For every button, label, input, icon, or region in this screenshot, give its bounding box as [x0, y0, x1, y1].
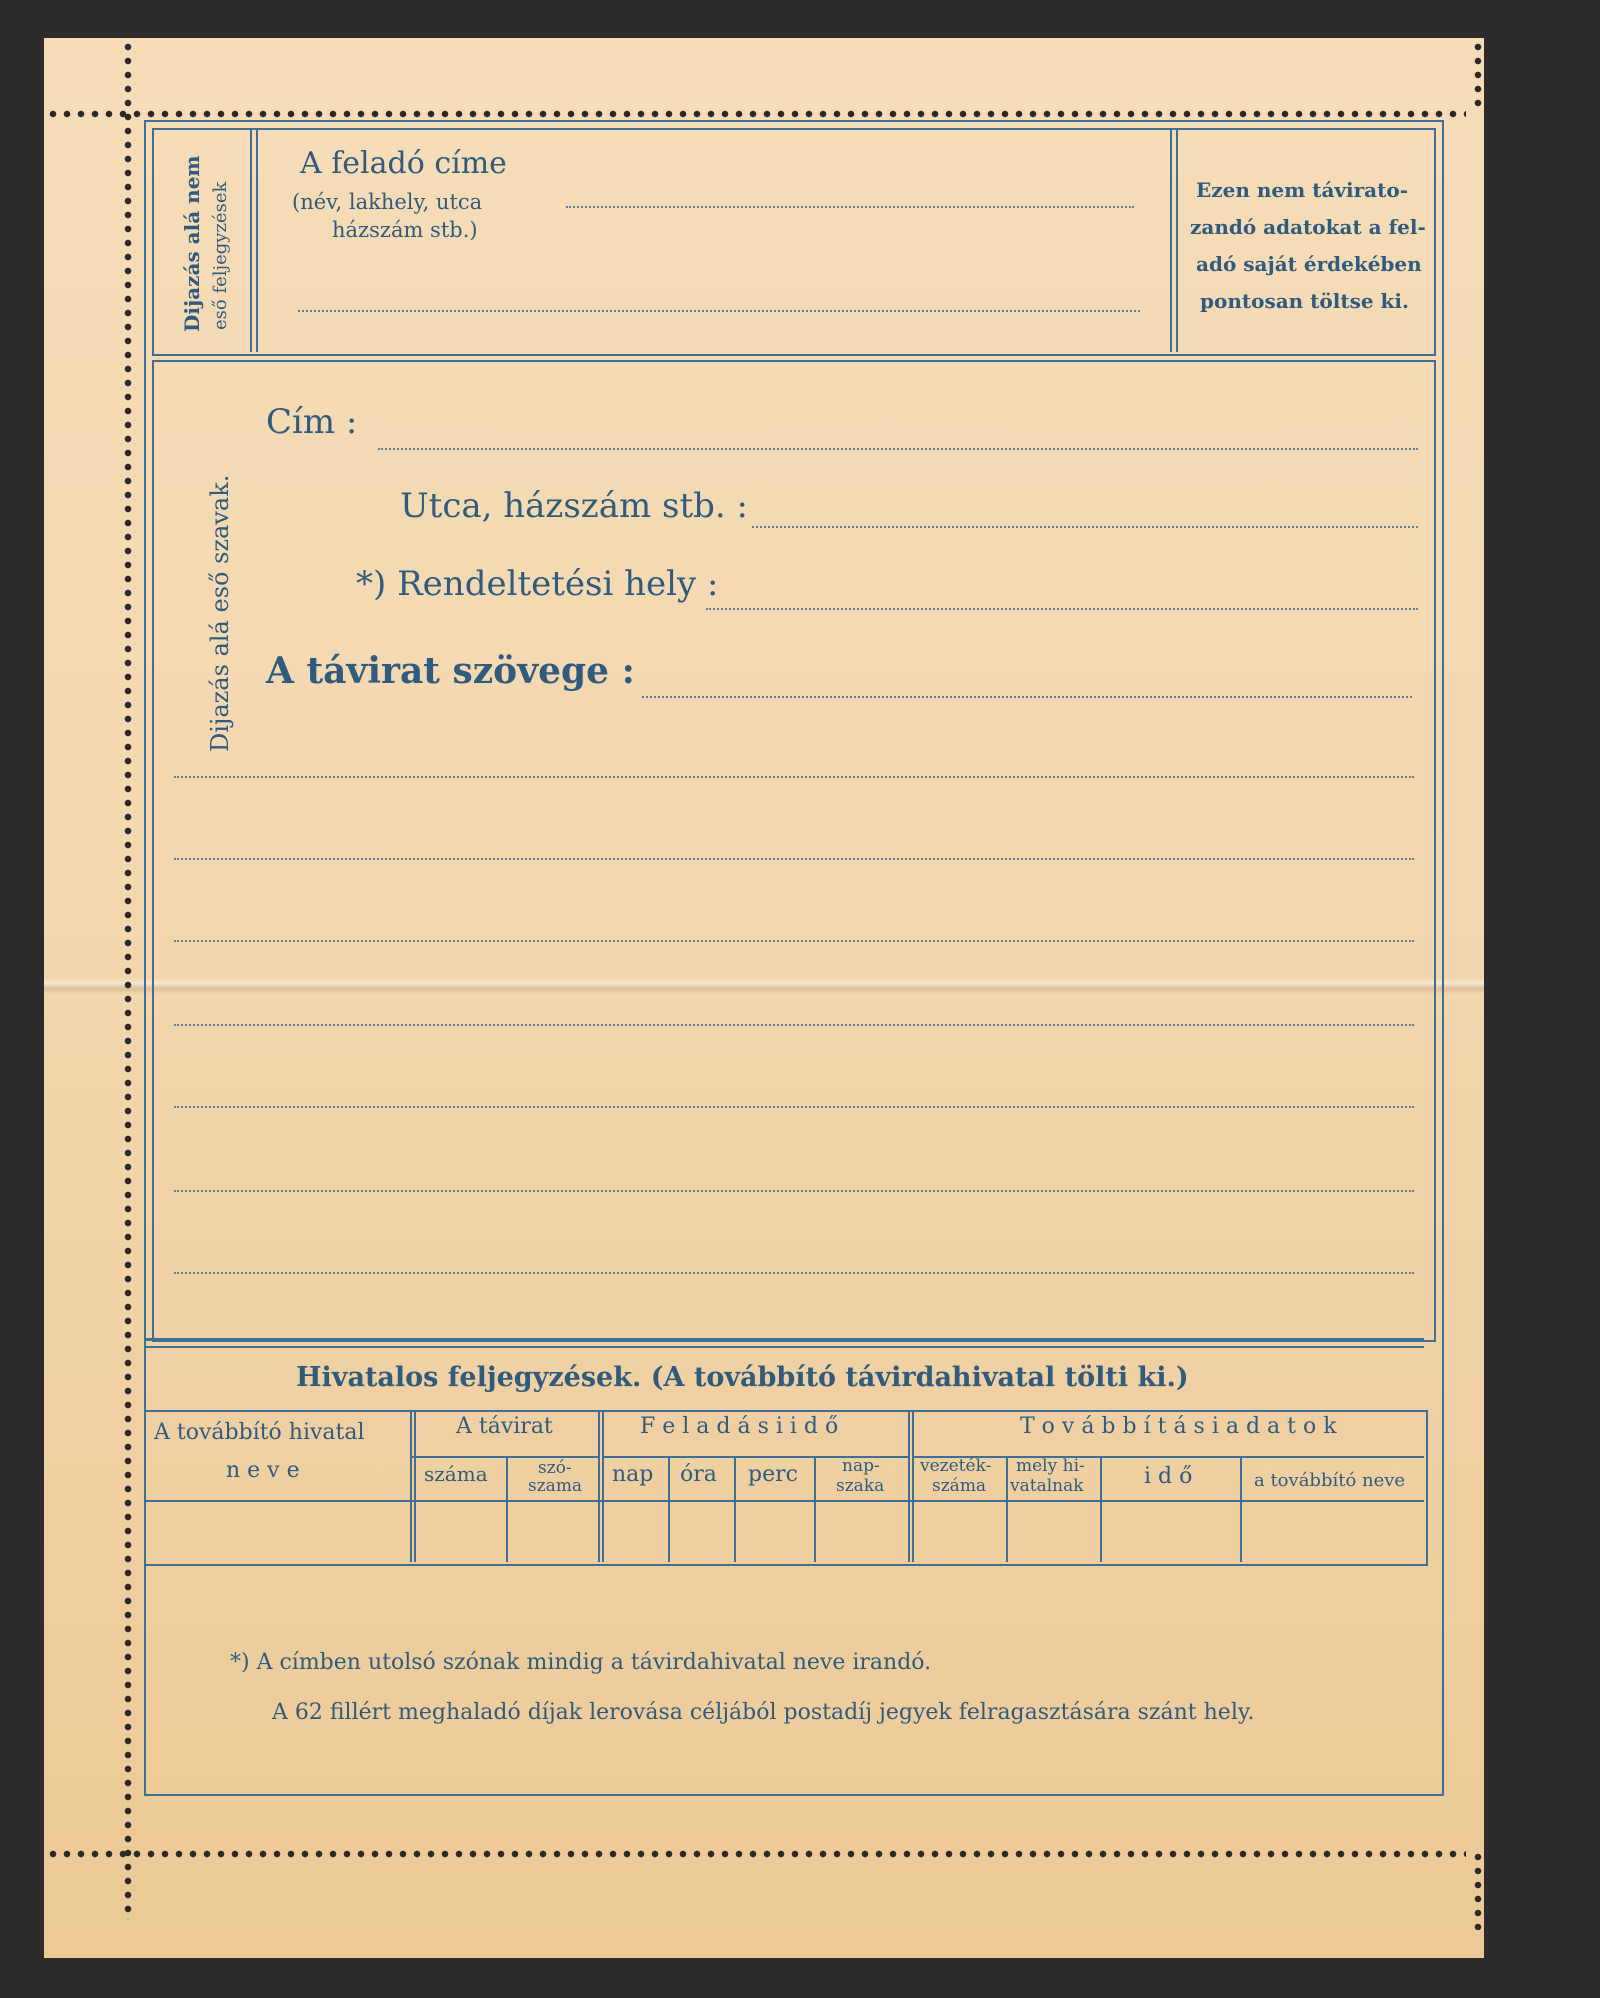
- col-words-2: szama: [528, 1476, 583, 1496]
- left-perforation: [124, 40, 132, 1920]
- col-which-office-2: vatalnak: [1010, 1476, 1084, 1496]
- col-which-office-1: mely hi-: [1016, 1456, 1085, 1476]
- official-col-divider-9: [1100, 1456, 1102, 1562]
- official-divider-rule-2: [144, 1346, 1424, 1348]
- footer-note-1: *) A címben utolsó szónak mindig a távirdahivatal neve irandó.: [230, 1650, 932, 1675]
- sender-subtitle-2: házszám stb.): [332, 218, 478, 242]
- official-col-divider-7: [908, 1410, 910, 1562]
- address-dotted-line[interactable]: [378, 448, 1418, 450]
- header-side-label-2: eső feljegyzések: [210, 181, 231, 330]
- header-note-3: adó saját érdekében: [1196, 252, 1422, 276]
- right-perforation-top: [1474, 40, 1482, 110]
- official-col-divider-5: [734, 1456, 736, 1562]
- telegram-text-dotted-line-4[interactable]: [174, 940, 1414, 942]
- sender-address-dotted-line-2[interactable]: [298, 310, 1140, 312]
- col-day: nap: [612, 1462, 654, 1487]
- official-col-divider-3b: [602, 1410, 604, 1562]
- col-minute: perc: [748, 1462, 798, 1487]
- header-note-2: zandó adatokat a fel-: [1190, 215, 1426, 239]
- col-number: száma: [424, 1462, 488, 1486]
- group-sending-time: F e l a d á s i i d ő: [640, 1414, 839, 1439]
- group-forwarding-data: T o v á b b í t á s i a d a t o k: [1020, 1414, 1337, 1439]
- destination-dotted-line[interactable]: [706, 608, 1418, 610]
- bottom-perforation: [46, 1850, 1466, 1858]
- col-forwarder-name: a továbbító neve: [1254, 1470, 1406, 1491]
- sender-title: A feladó címe: [300, 146, 507, 181]
- header-divider-left-2: [256, 128, 258, 352]
- group-telegram: A távirat: [456, 1414, 553, 1439]
- col-office-name-2: n e v e: [226, 1458, 300, 1483]
- official-col-divider-8: [1006, 1456, 1008, 1562]
- col-words-1: szó-: [538, 1458, 572, 1478]
- col-hour: óra: [680, 1462, 717, 1487]
- header-divider-right: [1170, 128, 1172, 352]
- street-label: Utca, házszám stb. :: [400, 486, 748, 526]
- official-col-divider-10: [1240, 1456, 1242, 1562]
- destination-label: *) Rendeltetési hely :: [356, 564, 719, 604]
- official-col-divider-4: [668, 1456, 670, 1562]
- col-office-name-1: A továbbító hivatal: [154, 1420, 365, 1445]
- col-period-1: nap-: [842, 1456, 880, 1476]
- street-dotted-line[interactable]: [752, 526, 1418, 528]
- top-perforation: [46, 110, 1466, 118]
- telegram-text-dotted-line-8[interactable]: [174, 1272, 1414, 1274]
- telegram-text-dotted-line-6[interactable]: [174, 1106, 1414, 1108]
- header-note-1: Ezen nem távirato-: [1196, 178, 1409, 202]
- telegram-text-dotted-line-7[interactable]: [174, 1190, 1414, 1192]
- official-col-divider-2: [506, 1456, 508, 1562]
- col-wire-2: száma: [932, 1476, 987, 1496]
- telegram-section: [152, 360, 1436, 1342]
- telegram-text-label: A távirat szövege :: [266, 650, 635, 692]
- right-perforation-bottom: [1474, 1850, 1482, 1930]
- official-table-header-bottom: [144, 1500, 1424, 1502]
- official-col-divider-3: [598, 1410, 600, 1562]
- col-time: i d ő: [1144, 1464, 1193, 1489]
- header-note-4: pontosan töltse ki.: [1200, 289, 1409, 313]
- sender-address-dotted-line-1[interactable]: [566, 206, 1134, 208]
- footer-note-2: A 62 fillért meghaladó díjak lerovása céljából postadíj jegyek felragasztására szánt hely.: [272, 1700, 1255, 1725]
- telegram-text-dotted-line-2[interactable]: [174, 776, 1414, 778]
- official-divider-rule-1: [144, 1338, 1424, 1341]
- main-side-label: Dijazás alá eső szavak.: [206, 474, 234, 752]
- official-col-divider-1: [410, 1410, 412, 1562]
- telegram-text-dotted-line-5[interactable]: [174, 1024, 1414, 1026]
- telegram-text-dotted-line-3[interactable]: [174, 858, 1414, 860]
- telegram-text-dotted-line-1[interactable]: [642, 696, 1412, 698]
- col-wire-1: vezeték-: [920, 1456, 992, 1476]
- header-divider-left: [250, 128, 252, 352]
- official-col-divider-6: [814, 1456, 816, 1562]
- official-title: Hivatalos feljegyzések. (A továbbító távirdahivatal tölti ki.): [296, 1362, 1189, 1393]
- address-label: Cím :: [266, 402, 358, 442]
- sender-subtitle-1: (név, lakhely, utca: [292, 190, 483, 214]
- official-col-divider-7b: [912, 1410, 914, 1562]
- header-divider-right-2: [1176, 128, 1178, 352]
- official-col-divider-1b: [414, 1410, 416, 1562]
- header-side-label-1: Dijazás alá nem: [180, 155, 204, 332]
- col-period-2: szaka: [836, 1476, 885, 1496]
